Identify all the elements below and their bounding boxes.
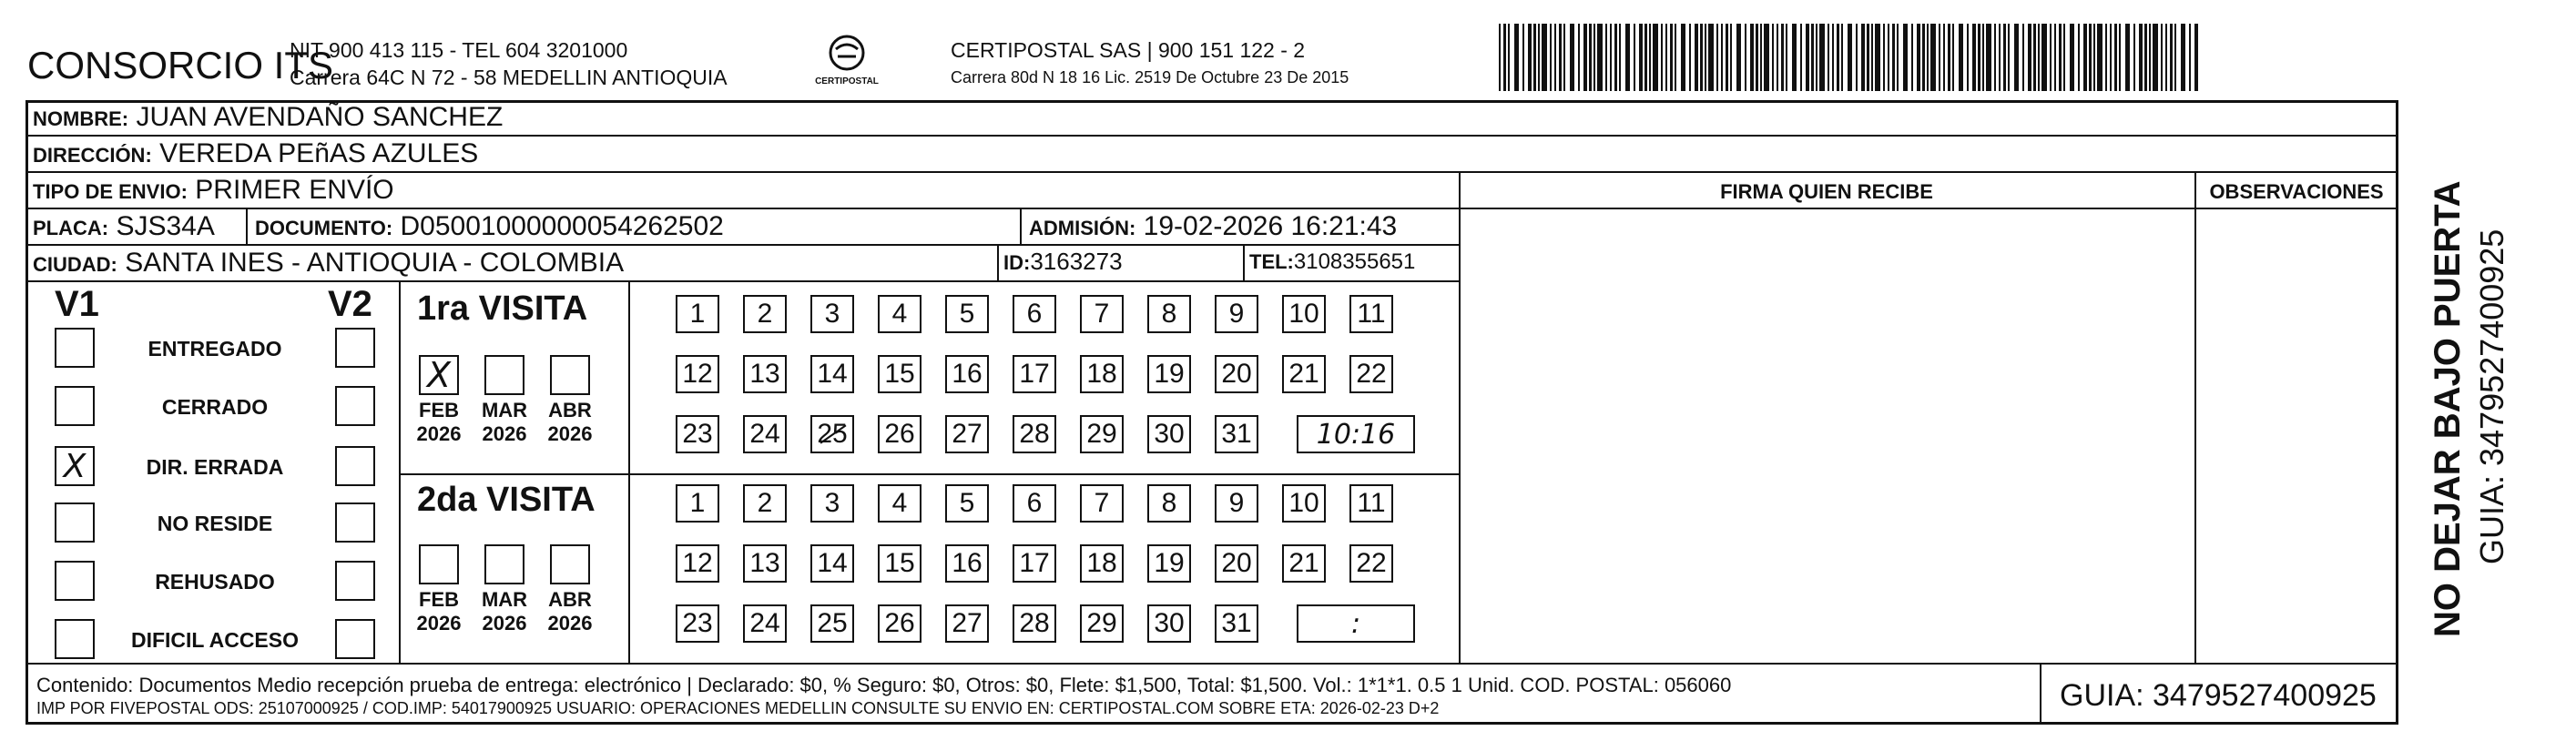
- company-name: CONSORCIO ITS: [27, 44, 334, 86]
- v2-heading: V2: [328, 284, 372, 324]
- firma-header: FIRMA QUIEN RECIBE: [1720, 180, 1933, 203]
- month-label: [412, 588, 466, 635]
- tel-row: [1249, 249, 1415, 275]
- day-box-30[interactable]: 30: [1147, 604, 1191, 643]
- tel-value: 3108355651: [1293, 249, 1416, 274]
- row-divider: [25, 171, 2398, 173]
- side-warning: NO DEJAR BAJO PUERTA: [2428, 180, 2468, 637]
- month-name: ABR: [548, 588, 592, 611]
- day-box-17[interactable]: 17: [1013, 355, 1056, 393]
- status-option-label: ENTREGADO: [148, 337, 282, 360]
- day-box-19[interactable]: 19: [1147, 355, 1191, 393]
- month-year: 2026: [416, 612, 462, 634]
- day-box-16[interactable]: 16: [945, 544, 989, 583]
- day-box-31[interactable]: 31: [1215, 604, 1258, 643]
- ciudad-row: [33, 248, 624, 279]
- month-name: FEB: [419, 588, 459, 611]
- admision-value: 19-02-2026 16:21:43: [1143, 211, 1398, 241]
- col-divider: [399, 280, 401, 663]
- day-box-29[interactable]: 29: [1080, 415, 1124, 453]
- day-box-15[interactable]: 15: [878, 544, 921, 583]
- month-checkbox[interactable]: [419, 544, 459, 584]
- day-box-26[interactable]: 26: [878, 604, 921, 643]
- month-label: [543, 588, 597, 635]
- month-name: MAR: [481, 399, 528, 421]
- day-box-9[interactable]: 9: [1215, 295, 1258, 333]
- v2-checkbox[interactable]: [335, 502, 375, 543]
- placa-row: [33, 211, 215, 242]
- day-box-12[interactable]: 12: [676, 544, 719, 583]
- visit-time-box[interactable]: 10:16: [1297, 415, 1415, 453]
- day-box-13[interactable]: 13: [743, 544, 787, 583]
- month-label: [412, 399, 466, 446]
- month-name: MAR: [481, 588, 528, 611]
- day-box-14[interactable]: 14: [810, 355, 854, 393]
- day-box-19[interactable]: 19: [1147, 544, 1191, 583]
- documento-row: [255, 211, 724, 242]
- col-divider: [1459, 171, 1461, 663]
- month-name: ABR: [548, 399, 592, 421]
- row-divider: [25, 208, 2398, 209]
- day-box-23[interactable]: 23: [676, 604, 719, 643]
- footer-guia: GUIA: 3479527400925: [2060, 678, 2377, 713]
- row-divider: [25, 135, 2398, 137]
- day-box-10[interactable]: 10: [1282, 484, 1326, 523]
- visit-time-box[interactable]: :: [1297, 604, 1415, 643]
- day-box-8[interactable]: 8: [1147, 484, 1191, 523]
- day-box-27[interactable]: 27: [945, 604, 989, 643]
- v1-checkbox[interactable]: [55, 619, 95, 659]
- day-box-6[interactable]: 6: [1013, 484, 1056, 523]
- day-box-25[interactable]: 25: [810, 604, 854, 643]
- second-visit-title: 2da VISITA: [417, 481, 596, 519]
- day-box-29[interactable]: 29: [1080, 604, 1124, 643]
- nombre-label: NOMBRE:: [33, 107, 129, 130]
- day-box-22[interactable]: 22: [1349, 355, 1393, 393]
- day-box-8[interactable]: 8: [1147, 295, 1191, 333]
- month-label: [543, 399, 597, 446]
- ciudad-value: SANTA INES - ANTIOQUIA - COLOMBIA: [125, 248, 625, 278]
- barcode: [1499, 24, 2200, 91]
- col-divider: [2040, 663, 2041, 725]
- v2-checkbox[interactable]: [335, 386, 375, 426]
- col-divider: [628, 280, 630, 663]
- side-guia: GUIA: 3479527400925: [2473, 228, 2510, 564]
- tipo-label: TIPO DE ENVIO:: [33, 180, 188, 203]
- day-box-28[interactable]: 28: [1013, 604, 1056, 643]
- month-checkbox[interactable]: [550, 544, 590, 584]
- day-box-18[interactable]: 18: [1080, 544, 1124, 583]
- day-box-1[interactable]: 1: [676, 295, 719, 333]
- id-value: 3163273: [1030, 248, 1123, 275]
- status-option-label: DIFICIL ACCESO: [130, 628, 299, 652]
- day-box-4[interactable]: 4: [878, 295, 921, 333]
- month-name: FEB: [419, 399, 459, 421]
- v1-checkbox[interactable]: [55, 386, 95, 426]
- day-box-21[interactable]: 21: [1282, 355, 1326, 393]
- day-box-18[interactable]: 18: [1080, 355, 1124, 393]
- day-box-24[interactable]: 24: [743, 604, 787, 643]
- tel-label: TEL:: [1249, 250, 1294, 273]
- day-box-16[interactable]: 16: [945, 355, 989, 393]
- tipo-value: PRIMER ENVÍO: [195, 175, 394, 205]
- tipo-row: [33, 175, 394, 206]
- certipostal-address: Carrera 80d N 18 16 Lic. 2519 De Octubre 23 De 2015: [951, 68, 1349, 86]
- direccion-label: DIRECCIÓN:: [33, 144, 152, 167]
- company-nit: NIT 900 413 115 - TEL 604 3201000: [290, 38, 628, 62]
- status-option-label: DIR. ERRADA: [146, 455, 284, 479]
- day-box-20[interactable]: 20: [1215, 355, 1258, 393]
- day-box-13[interactable]: 13: [743, 355, 787, 393]
- footer-imp: IMP POR FIVEPOSTAL ODS: 25107000925 / COD.IMP: 54017900925 USUARIO: OPERACIONES MEDELLIN CONSULTE SU ENVIO EN: CERTIPOSTAL.COM SOBRE ETA: 2026-02-23 D+2: [36, 699, 1440, 717]
- admision-label: ADMISIÓN:: [1029, 217, 1136, 239]
- status-option-label: NO RESIDE: [157, 512, 273, 535]
- month-label: [477, 588, 532, 635]
- month-year: 2026: [547, 612, 593, 634]
- documento-value: D05001000000054262502: [400, 211, 724, 241]
- footer-content: Contenido: Documentos Medio recepción prueba de entrega: electrónico | Declarado: $0, % Seguro: $0, Otros: $0, Flete: $1,500, Total: $1,500. Vol.: 1*1*1. 0.5 1 Unid. COD. POSTAL: 056060: [36, 674, 1732, 696]
- day-box-7[interactable]: 7: [1080, 295, 1124, 333]
- day-box-6[interactable]: 6: [1013, 295, 1056, 333]
- status-option-label: REHUSADO: [155, 570, 275, 594]
- day-box-3[interactable]: 3: [810, 295, 854, 333]
- v1-checkbox[interactable]: [55, 561, 95, 601]
- first-visit-title: 1ra VISITA: [417, 289, 588, 328]
- day-box-20[interactable]: 20: [1215, 544, 1258, 583]
- day-box-21[interactable]: 21: [1282, 544, 1326, 583]
- row-divider: [25, 280, 1459, 282]
- day-box-24[interactable]: 24: [743, 415, 787, 453]
- month-checkbox[interactable]: X: [419, 355, 459, 395]
- day-box-11[interactable]: 11: [1349, 484, 1393, 523]
- col-divider: [1020, 208, 1022, 244]
- status-option-label: CERRADO: [161, 395, 269, 419]
- certipostal-line: CERTIPOSTAL SAS | 900 151 122 - 2: [951, 38, 1306, 62]
- day-box-23[interactable]: 23: [676, 415, 719, 453]
- day-box-5[interactable]: 5: [945, 295, 989, 333]
- v1-checkbox[interactable]: [55, 328, 95, 368]
- row-divider: [25, 663, 2398, 665]
- day-box-30[interactable]: 30: [1147, 415, 1191, 453]
- day-box-2[interactable]: 2: [743, 484, 787, 523]
- v1-heading: V1: [55, 284, 99, 324]
- certipostal-info: [951, 36, 1349, 91]
- direccion-row: [33, 138, 478, 169]
- day-box-17[interactable]: 17: [1013, 544, 1056, 583]
- month-checkbox[interactable]: [550, 355, 590, 395]
- day-box-26[interactable]: 26: [878, 415, 921, 453]
- day-box-7[interactable]: 7: [1080, 484, 1124, 523]
- placa-label: PLACA:: [33, 217, 109, 239]
- month-year: 2026: [547, 422, 593, 445]
- company-info: [290, 36, 728, 91]
- v2-checkbox[interactable]: [335, 561, 375, 601]
- ciudad-label: CIUDAD:: [33, 253, 117, 276]
- day-box-27[interactable]: 27: [945, 415, 989, 453]
- id-row: [1003, 248, 1123, 276]
- direccion-value: VEREDA PEñAS AZULES: [159, 138, 479, 168]
- month-checkbox[interactable]: [484, 355, 524, 395]
- visit-divider: [399, 473, 1459, 475]
- day-box-3[interactable]: 3: [810, 484, 854, 523]
- observaciones-header: OBSERVACIONES: [2209, 180, 2384, 203]
- v1-checkbox[interactable]: X: [55, 446, 95, 486]
- day-box-14[interactable]: 14: [810, 544, 854, 583]
- month-year: 2026: [482, 612, 527, 634]
- day-box-9[interactable]: 9: [1215, 484, 1258, 523]
- certipostal-logo-icon: [801, 31, 892, 95]
- admision-row: [1029, 211, 1397, 242]
- day-box-15[interactable]: 15: [878, 355, 921, 393]
- day-box-4[interactable]: 4: [878, 484, 921, 523]
- day-box-11[interactable]: 11: [1349, 295, 1393, 333]
- v1-checkbox[interactable]: [55, 502, 95, 543]
- month-checkbox[interactable]: [484, 544, 524, 584]
- day-box-10[interactable]: 10: [1282, 295, 1326, 333]
- month-year: 2026: [482, 422, 527, 445]
- day-box-5[interactable]: 5: [945, 484, 989, 523]
- v2-checkbox[interactable]: [335, 619, 375, 659]
- col-divider: [997, 244, 999, 280]
- day-box-28[interactable]: 28: [1013, 415, 1056, 453]
- documento-label: DOCUMENTO:: [255, 217, 393, 239]
- v2-checkbox[interactable]: [335, 446, 375, 486]
- day-box-31[interactable]: 31: [1215, 415, 1258, 453]
- month-label: [477, 399, 532, 446]
- day-box-2[interactable]: 2: [743, 295, 787, 333]
- v2-checkbox[interactable]: [335, 328, 375, 368]
- day-box-22[interactable]: 22: [1349, 544, 1393, 583]
- col-divider: [246, 208, 248, 244]
- day-box-1[interactable]: 1: [676, 484, 719, 523]
- month-year: 2026: [416, 422, 462, 445]
- day-box-25[interactable]: 25: [810, 415, 854, 453]
- id-label: ID:: [1003, 251, 1031, 274]
- placa-value: SJS34A: [116, 211, 215, 241]
- company-address: Carrera 64C N 72 - 58 MEDELLIN ANTIOQUIA: [290, 66, 728, 89]
- logo-text: CERTIPOSTAL: [815, 76, 879, 86]
- day-box-12[interactable]: 12: [676, 355, 719, 393]
- col-divider: [1243, 244, 1245, 280]
- col-divider: [2194, 171, 2196, 663]
- nombre-row: [33, 102, 503, 133]
- nombre-value: JUAN AVENDAÑO SANCHEZ: [136, 102, 504, 132]
